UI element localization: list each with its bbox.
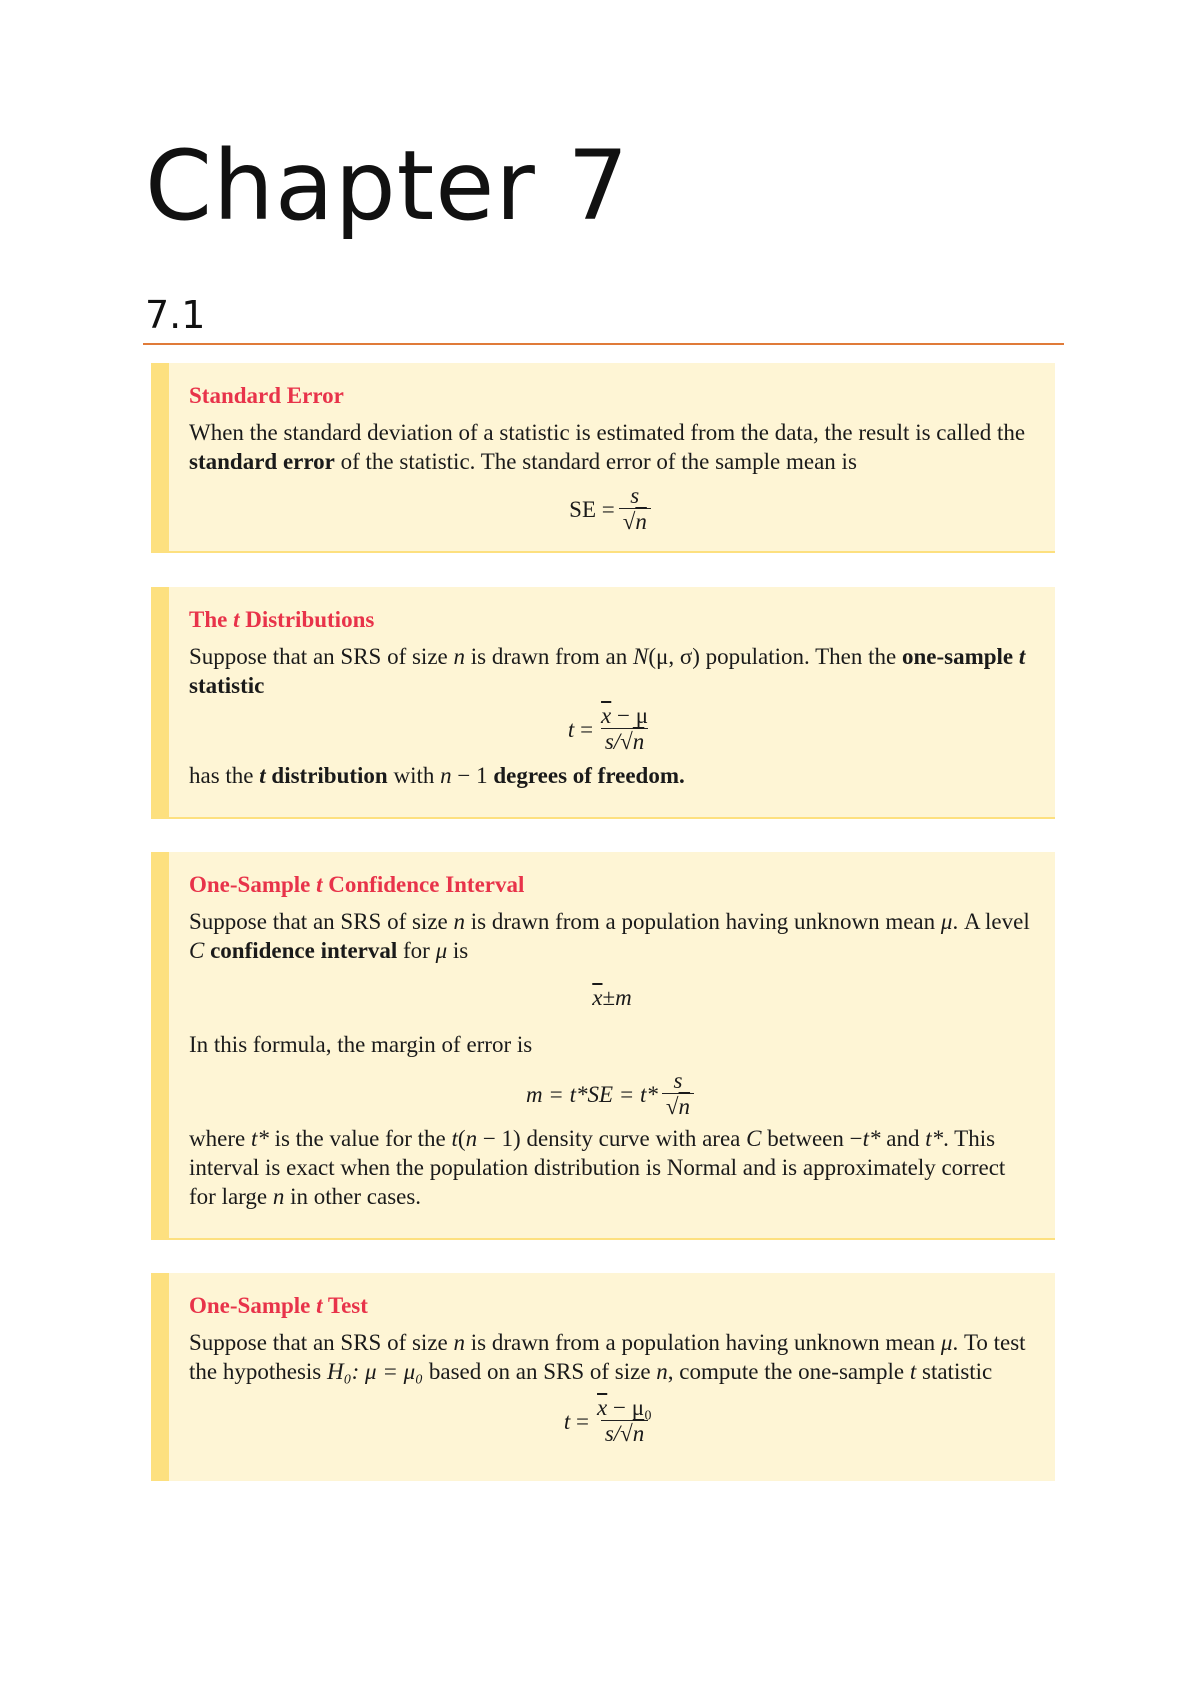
numerator: s	[630, 483, 640, 508]
formula-margin	[189, 1069, 1035, 1120]
text: is the value for the	[268, 1126, 452, 1151]
symbol: t	[259, 763, 266, 788]
radicand: n	[635, 509, 647, 534]
symbol: t	[1018, 644, 1026, 669]
standard-error-box	[151, 363, 1055, 553]
text: with	[387, 763, 441, 788]
title-part: One-Sample	[189, 1293, 317, 1318]
symbol: t*	[862, 1126, 881, 1151]
symbol: n	[440, 763, 452, 788]
eq-lhs: t	[567, 717, 575, 742]
title-part: Confidence Interval	[322, 872, 525, 897]
symbol: μ	[435, 938, 448, 963]
symbol: n	[656, 1359, 668, 1384]
text: is drawn from an	[465, 644, 633, 669]
denominator	[662, 1093, 694, 1120]
eq-equals: =	[576, 1409, 590, 1434]
text: where	[189, 1126, 251, 1151]
term: standard error	[189, 449, 335, 474]
formula-t-test	[189, 1396, 1035, 1447]
text: . To test the hypothesis	[189, 1330, 1026, 1384]
text: based on an SRS of size	[423, 1359, 657, 1384]
eq-equals: =	[580, 717, 594, 742]
formula-interval	[189, 983, 1035, 1012]
box-text	[189, 761, 1035, 790]
title-part: The	[189, 607, 234, 632]
text: (	[457, 1126, 466, 1151]
fraction	[593, 1396, 656, 1447]
x-bar: $\overline{x}$	[597, 1395, 608, 1420]
box-text	[189, 1124, 1035, 1211]
symbol: μ	[940, 1330, 953, 1355]
box-title: Standard Error	[189, 383, 344, 408]
section-title: 7.1	[145, 293, 206, 337]
text: Suppose that an SRS of size	[189, 909, 454, 934]
section-rule	[143, 343, 1064, 345]
fraction	[662, 1069, 694, 1120]
text: for	[397, 938, 436, 963]
eq-lhs: m = t*SE = t*	[525, 1082, 658, 1107]
symbol: μ	[940, 909, 953, 934]
text: and	[880, 1126, 926, 1151]
formula-t	[189, 704, 1035, 755]
formula-se	[189, 484, 1035, 535]
eq-lhs: t	[563, 1409, 571, 1434]
text: population. Then the	[699, 644, 902, 669]
den-part: s/√	[604, 1421, 633, 1446]
text: , compute the one-sample	[667, 1359, 910, 1384]
t-distributions-box	[151, 587, 1055, 819]
title-part: Distributions	[239, 607, 375, 632]
denominator	[601, 728, 648, 755]
x-bar: $\overline{x}$	[601, 703, 612, 728]
text: between −	[761, 1126, 863, 1151]
radicand: n	[632, 1421, 645, 1446]
box-text	[189, 418, 1035, 476]
symbol: n	[453, 1330, 465, 1355]
numerator	[593, 1396, 656, 1420]
title-part: t	[233, 607, 240, 632]
box-title	[189, 870, 1035, 899]
term: one-sample	[901, 644, 1019, 669]
root-symbol: √	[622, 509, 636, 534]
box-text	[189, 642, 1035, 700]
chapter-title: Chapter 7	[145, 130, 630, 242]
den-part: s/√	[604, 729, 633, 754]
symbol: N	[633, 644, 649, 669]
numerator: s	[673, 1068, 683, 1093]
box-title	[189, 605, 1035, 634]
text: Suppose that an SRS of size	[189, 644, 454, 669]
num-rest: − μ	[611, 703, 649, 728]
term: confidence interval	[210, 938, 398, 963]
symbol: t*	[250, 1126, 269, 1151]
text: statistic	[916, 1359, 993, 1384]
text: Suppose that an SRS of size	[189, 1330, 454, 1355]
box-text: In this formula, the margin of error is	[189, 1032, 533, 1057]
text: − 1	[451, 763, 494, 788]
term: distribution	[265, 763, 388, 788]
denominator	[601, 1420, 648, 1447]
fraction	[619, 484, 651, 535]
plus-minus: ±	[602, 985, 616, 1010]
text: − 1) density curve with area	[477, 1126, 747, 1151]
symbol: t	[909, 1359, 917, 1384]
symbol: C	[189, 938, 205, 963]
term: statistic	[189, 673, 265, 698]
text: of the statistic. The standard error of the sample mean is	[334, 449, 857, 474]
text: is drawn from a population having unknown mean	[465, 909, 941, 934]
symbol: C	[746, 1126, 762, 1151]
symbol: n	[272, 1184, 285, 1209]
symbol: m	[615, 985, 632, 1010]
term: degrees of freedom.	[493, 763, 685, 788]
fraction	[597, 704, 652, 755]
num-rest: − μ₀	[607, 1395, 653, 1420]
radicand: n	[632, 729, 645, 754]
text: is drawn from a population having unknown mean	[465, 1330, 941, 1355]
box-text	[189, 907, 1035, 965]
symbol: H₀	[327, 1359, 352, 1384]
x-bar: $\overline{x}$	[592, 985, 603, 1010]
symbol: t	[451, 1126, 458, 1151]
text: (μ, σ)	[648, 644, 700, 669]
title-part: Test	[322, 1293, 368, 1318]
symbol: n	[453, 644, 465, 669]
text: . A level	[952, 909, 1030, 934]
denominator	[619, 508, 651, 535]
radicand: n	[678, 1094, 691, 1119]
symbol: n	[465, 1126, 478, 1151]
title-part: One-Sample	[189, 872, 317, 897]
box-text	[189, 1328, 1035, 1386]
title-part: t	[316, 872, 323, 897]
eq-lhs: SE =	[569, 497, 615, 522]
text: is	[447, 938, 469, 963]
confidence-interval-box	[151, 852, 1055, 1240]
symbol: n	[453, 909, 465, 934]
text: in other cases.	[284, 1184, 422, 1209]
root-symbol: √	[665, 1094, 679, 1119]
text: . This interval is exact when the population distribution is Normal and is approximately correct for large	[189, 1126, 1006, 1209]
symbol: t*	[925, 1126, 944, 1151]
t-test-box	[151, 1273, 1055, 1481]
title-part: t	[316, 1293, 323, 1318]
numerator	[597, 704, 652, 728]
text: When the standard deviation of a statistic is estimated from the data, the result is called the	[189, 420, 1026, 445]
symbol: : μ = μ₀	[351, 1359, 424, 1384]
box-title	[189, 1291, 1035, 1320]
text: has the	[189, 763, 260, 788]
